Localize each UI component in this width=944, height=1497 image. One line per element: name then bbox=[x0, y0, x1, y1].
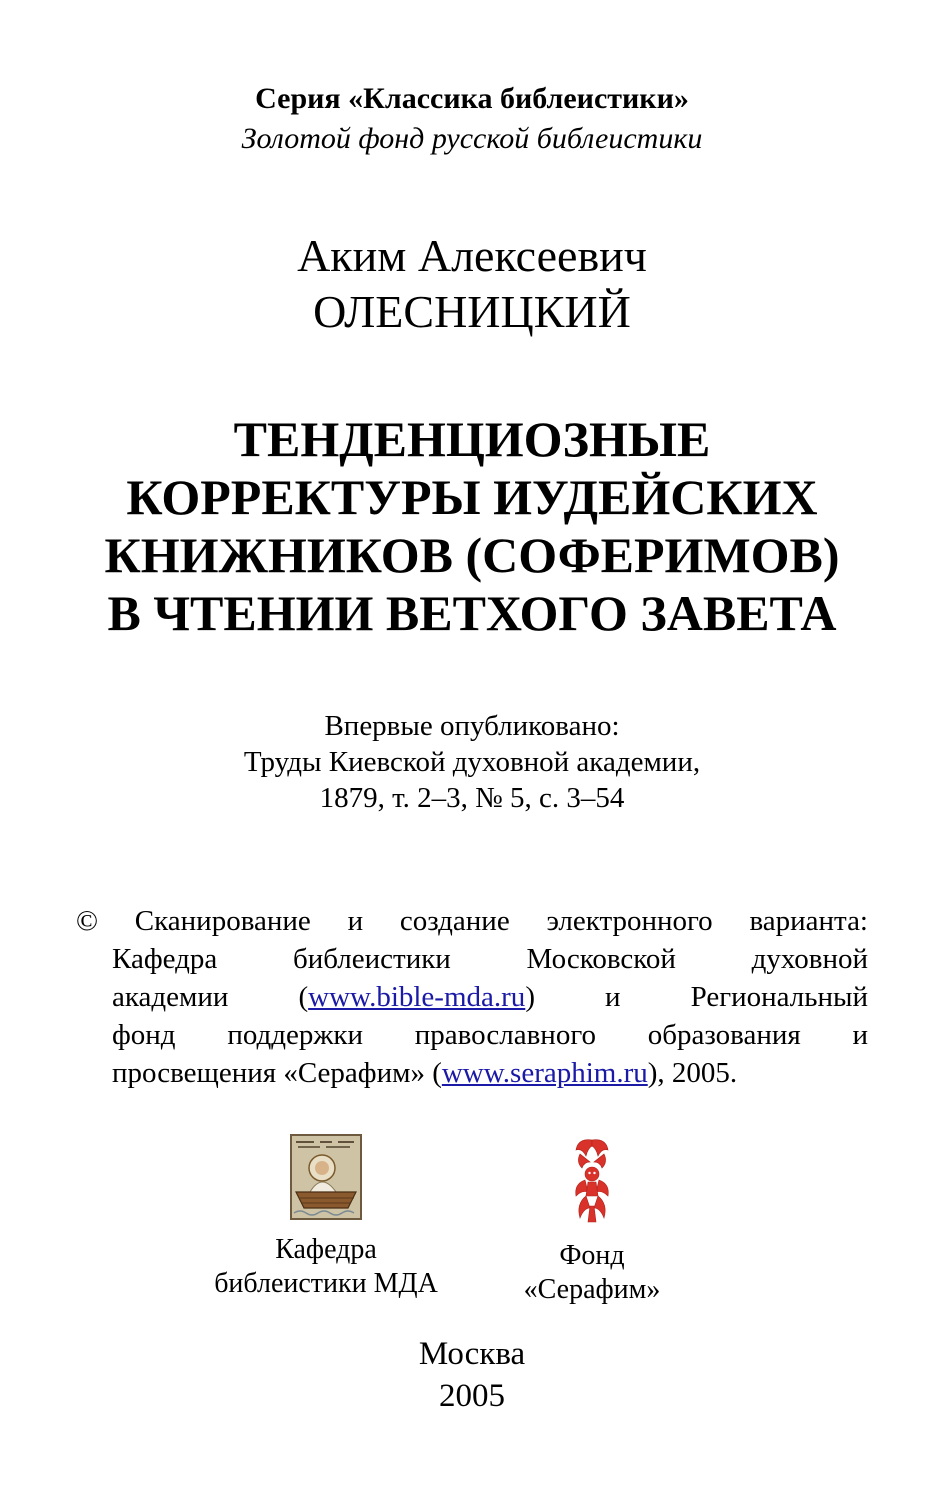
copyright-line bbox=[76, 1054, 868, 1092]
bible-mda-link[interactable]: www.bible-mda.ru bbox=[308, 981, 526, 1013]
mda-logo-block bbox=[196, 1134, 456, 1301]
mda-caption-line: библеистики МДА bbox=[214, 1268, 438, 1299]
copyright-line: Кафедра библеистики Московской духовной bbox=[112, 943, 868, 975]
first-published-line: Труды Киевской духовной академии, bbox=[243, 746, 701, 778]
book-title bbox=[60, 410, 884, 642]
book-title-line: В ЧТЕНИИ ВЕТХОГО ЗАВЕТА bbox=[107, 585, 837, 641]
first-published-line: 1879, т. 2–3, № 5, с. 3–54 bbox=[319, 782, 625, 814]
imprint-city: Москва bbox=[418, 1336, 526, 1372]
copyright-line: фонд поддержки православного образования и bbox=[112, 1019, 868, 1051]
book-title-line: КОРРЕКТУРЫ ИУДЕЙСКИХ bbox=[126, 469, 818, 525]
seraphim-logo-caption bbox=[492, 1239, 692, 1307]
copyright-text: ) и Региональный bbox=[525, 981, 868, 1013]
author-last-name: ОЛЕСНИЦКИЙ bbox=[313, 286, 631, 337]
seraphim-link[interactable]: www.seraphim.ru bbox=[441, 1057, 648, 1089]
seraphim-logo-block bbox=[492, 1134, 692, 1307]
book-title-line: КНИЖНИКОВ (СОФЕРИМОВ) bbox=[104, 527, 840, 583]
ark-icon bbox=[196, 1134, 456, 1229]
first-published-line: Впервые опубликовано: bbox=[324, 710, 620, 742]
seraphim-caption-line: «Серафим» bbox=[523, 1274, 661, 1305]
series-title: Серия «Классика библеистики» bbox=[255, 82, 689, 115]
seraphim-caption-line: Фонд bbox=[559, 1240, 625, 1271]
book-title-line: ТЕНДЕНЦИОЗНЫЕ bbox=[233, 411, 711, 467]
first-published-note bbox=[0, 708, 944, 816]
seraph-icon bbox=[492, 1134, 692, 1235]
mda-logo-caption bbox=[196, 1233, 456, 1301]
mda-caption-line: Кафедра bbox=[275, 1234, 377, 1265]
copyright-notice bbox=[76, 902, 868, 1092]
copyright-text: просвещения «Серафим» ( bbox=[112, 1057, 442, 1089]
series-subtitle: Золотой фонд русской библеистики bbox=[241, 122, 703, 155]
copyright-text: ), 2005. bbox=[647, 1057, 738, 1089]
copyright-line: © Сканирование и создание электронного варианта: bbox=[76, 905, 868, 937]
copyright-line bbox=[76, 978, 868, 1016]
imprint-year: 2005 bbox=[439, 1378, 505, 1414]
author-first-names: Аким Алексеевич bbox=[297, 230, 647, 281]
copyright-text: академии ( bbox=[112, 981, 309, 1013]
